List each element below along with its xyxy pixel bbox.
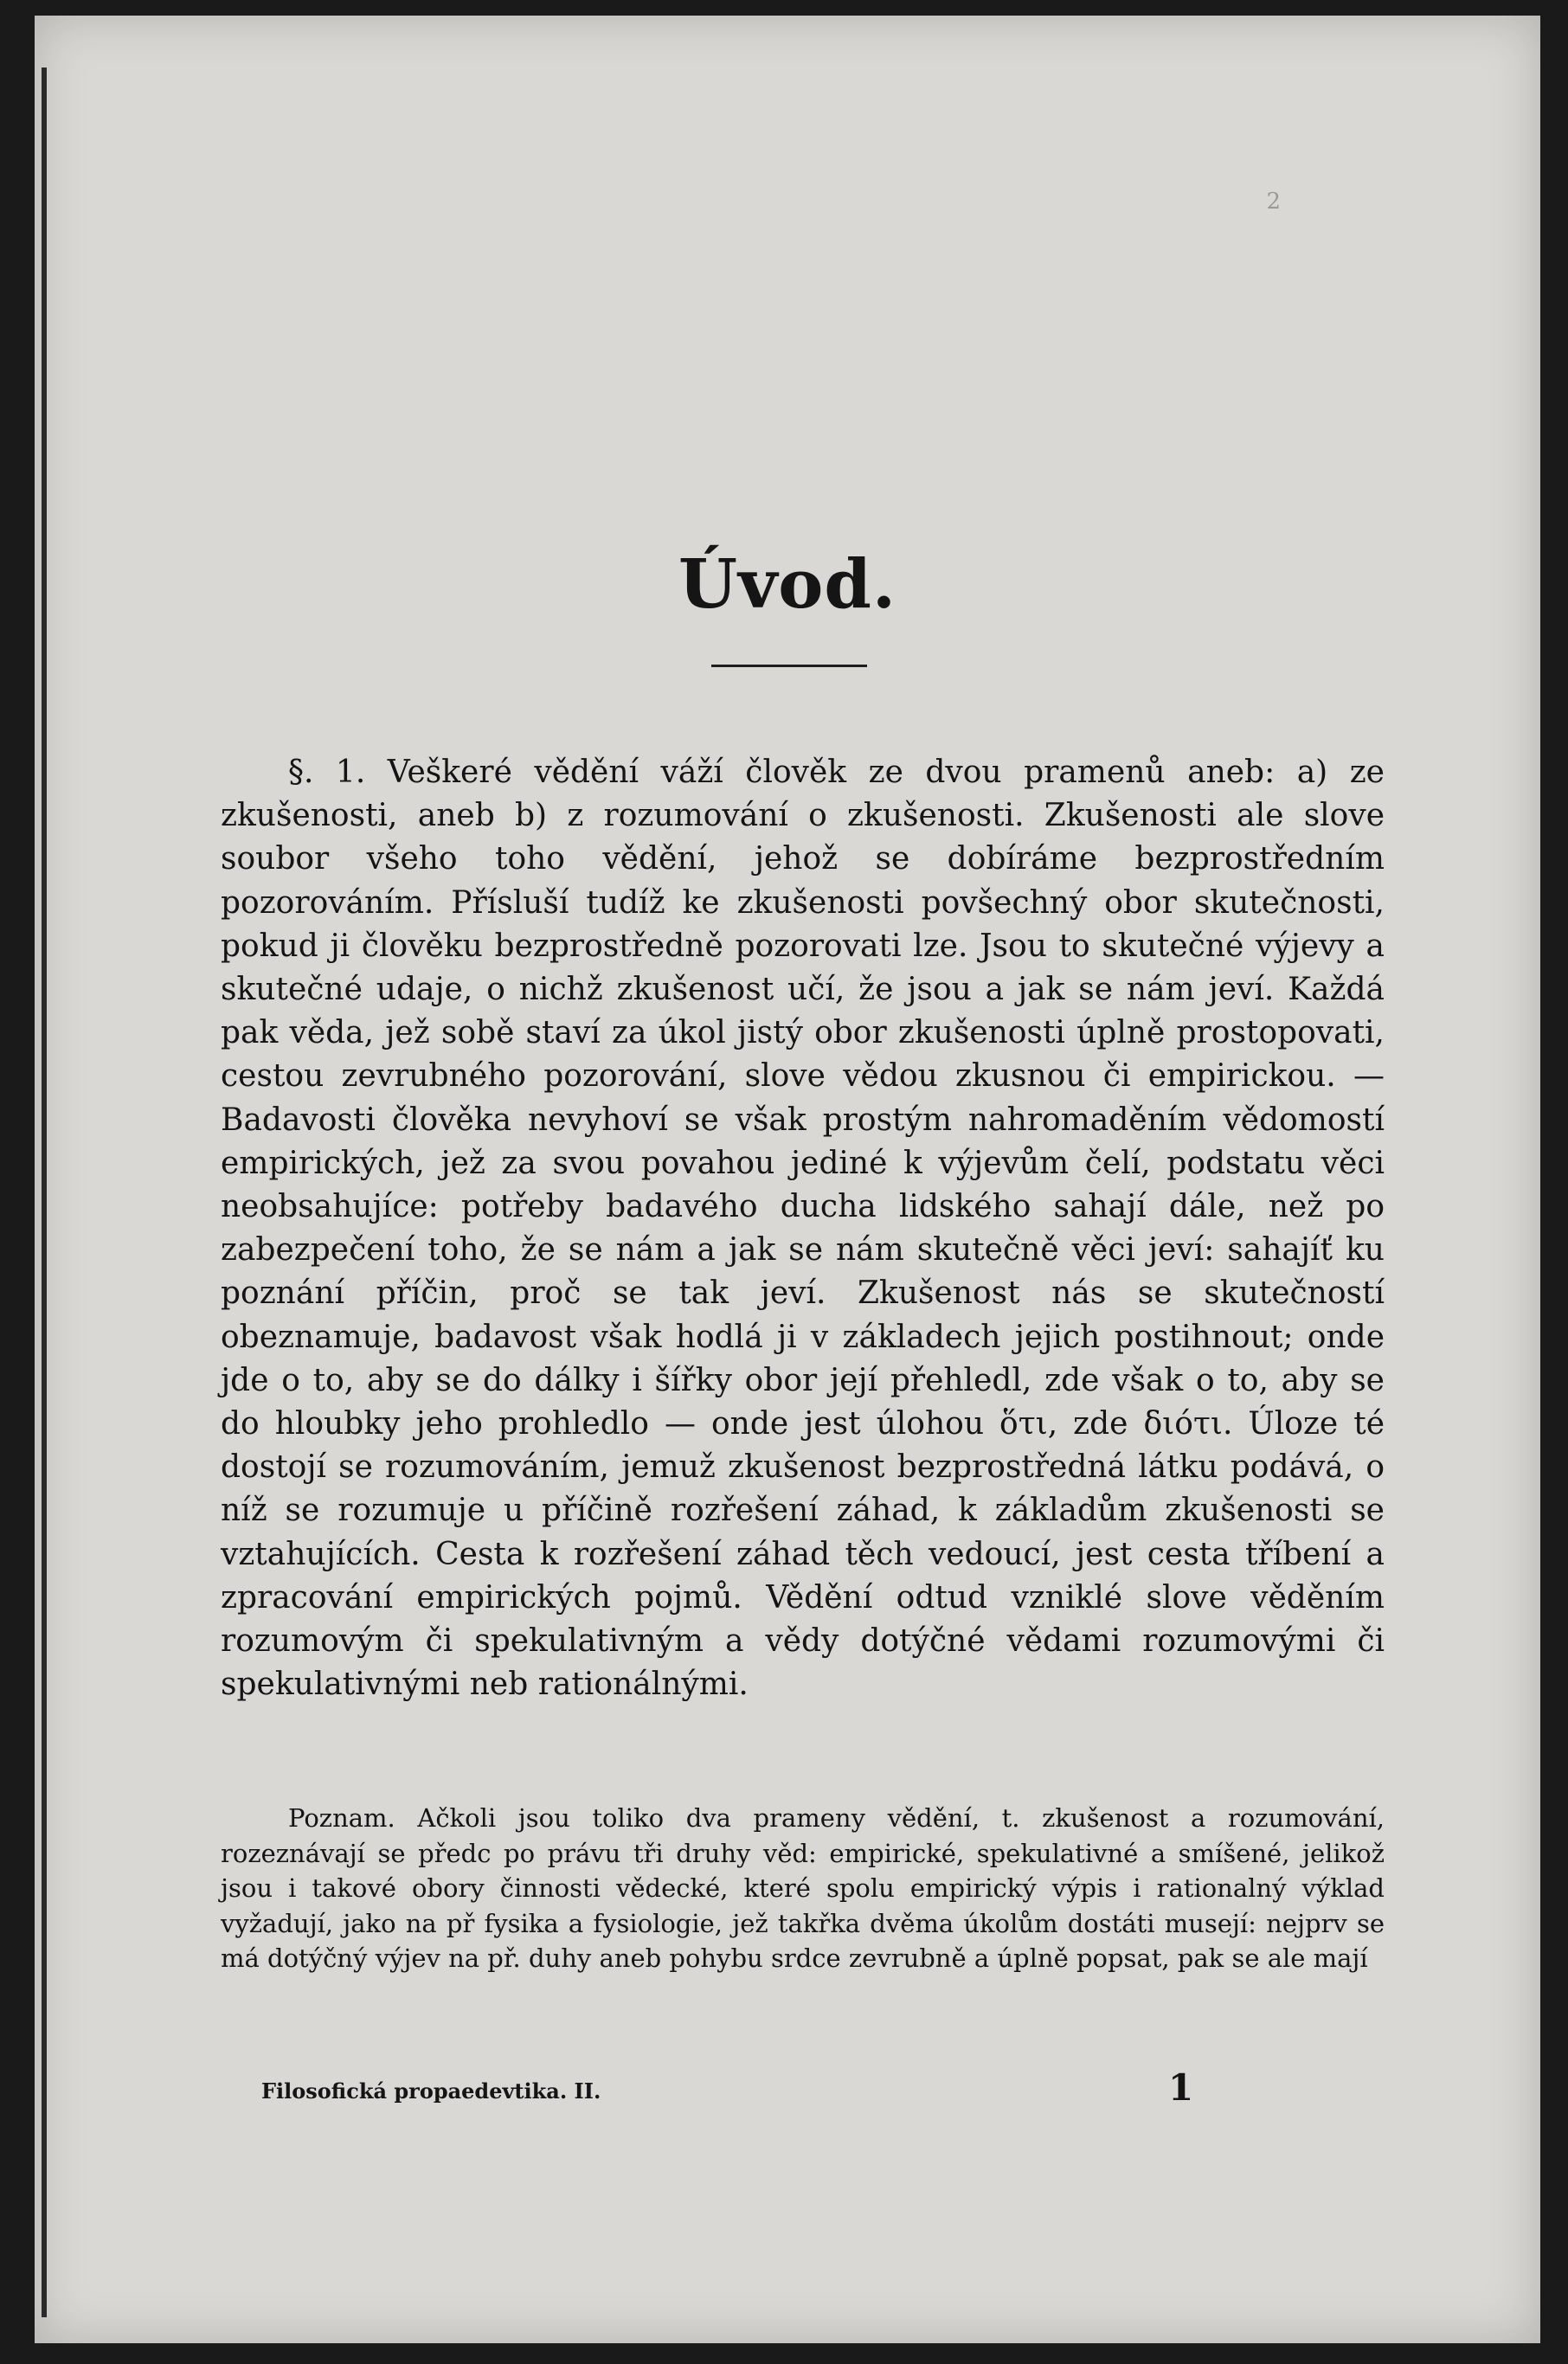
main-text: [221, 751, 1385, 1706]
chapter-title: Úvod.: [678, 545, 897, 624]
footnote: [221, 1801, 1385, 1976]
note-paragraph: Poznam. Ačkoli jsou toliko dva prameny vědění, t. zkušenost a rozumování, rozeznávají se předc po právu tři druhy věd: empirické, spekulativné a smíšené, jelikož jsou i takové obory činnosti vědecké, které spolu empirický výpis i rationalný výklad vyžadují, jako na př fysika a fysiologie, jež takřka dvěma úkolům dostáti musejí: nejprv se má dotýčný výjev na př. duhy aneb pohybu srdce zevrubně a úplně popsat, pak se ale mají: [221, 1803, 1385, 1973]
title-divider: [711, 665, 867, 667]
page-marker: 2: [1266, 189, 1281, 215]
binding-edge: [42, 67, 47, 2317]
paragraph-section-1: §. 1. Veškeré vědění váží člověk ze dvou pramenů aneb: a) ze zkušenosti, aneb b) z rozumování o zkušenosti. Zkušenosti ale slove soubor všeho toho vědění, jehož se dobíráme bezprostředním pozorováním. Přísluší tudíž ke zkušenosti povšechný obor skutečnosti, pokud ji člověku bezprostředně pozorovati lze. Jsou to skutečné výjevy a skutečné udaje, o nichž zkušenost učí, že jsou a jak se nám jeví. Každá pak věda, jež sobě staví za úkol jistý obor zkušenosti úplně prostopovati, cestou zevrubného pozorování, slove vědou zkusnou či empirickou. — Badavosti člověka nevyhoví se však prostým nahromaděním vědomostí empirických, jež za svou povahou jediné k výjevům čelí, podstatu věci neobsahujíce: potřeby badavého ducha lidského sahají dále, než po zabezpečení toho, že se nám a jak se nám skutečně věci jeví: sahajíť ku poznání příčin, proč se tak jeví. Zkušenost nás se skutečností obeznamuje, badavost však hodlá ji v základech jejich postihnout; onde jde o to, aby se do dálky i šířky obor její přehledl, zde však o to, aby se do hloubky jeho prohledlo — onde jest úlohou ὅτι, zde διότι. Úloze té dostojí se rozumováním, jemuž zkušenost bezprostředná látku podává, o níž se rozumuje u příčině rozřešení záhad, k základům zkušenosti se vztahujících. Cesta k rozřešení záhad těch vedoucí, jest cesta tříbení a zpracování empirických pojmů. Vědění odtud vzniklé slove věděním rozumovým či spekulativným a vědy dotýčné vědami rozumovými či spekulativnými neb rationálnými.: [221, 755, 1385, 1703]
book-page: [35, 16, 1540, 2343]
signature-mark: 1: [1168, 2066, 1194, 2109]
running-title: Filosofická propaedevtika. II.: [261, 2078, 601, 2104]
